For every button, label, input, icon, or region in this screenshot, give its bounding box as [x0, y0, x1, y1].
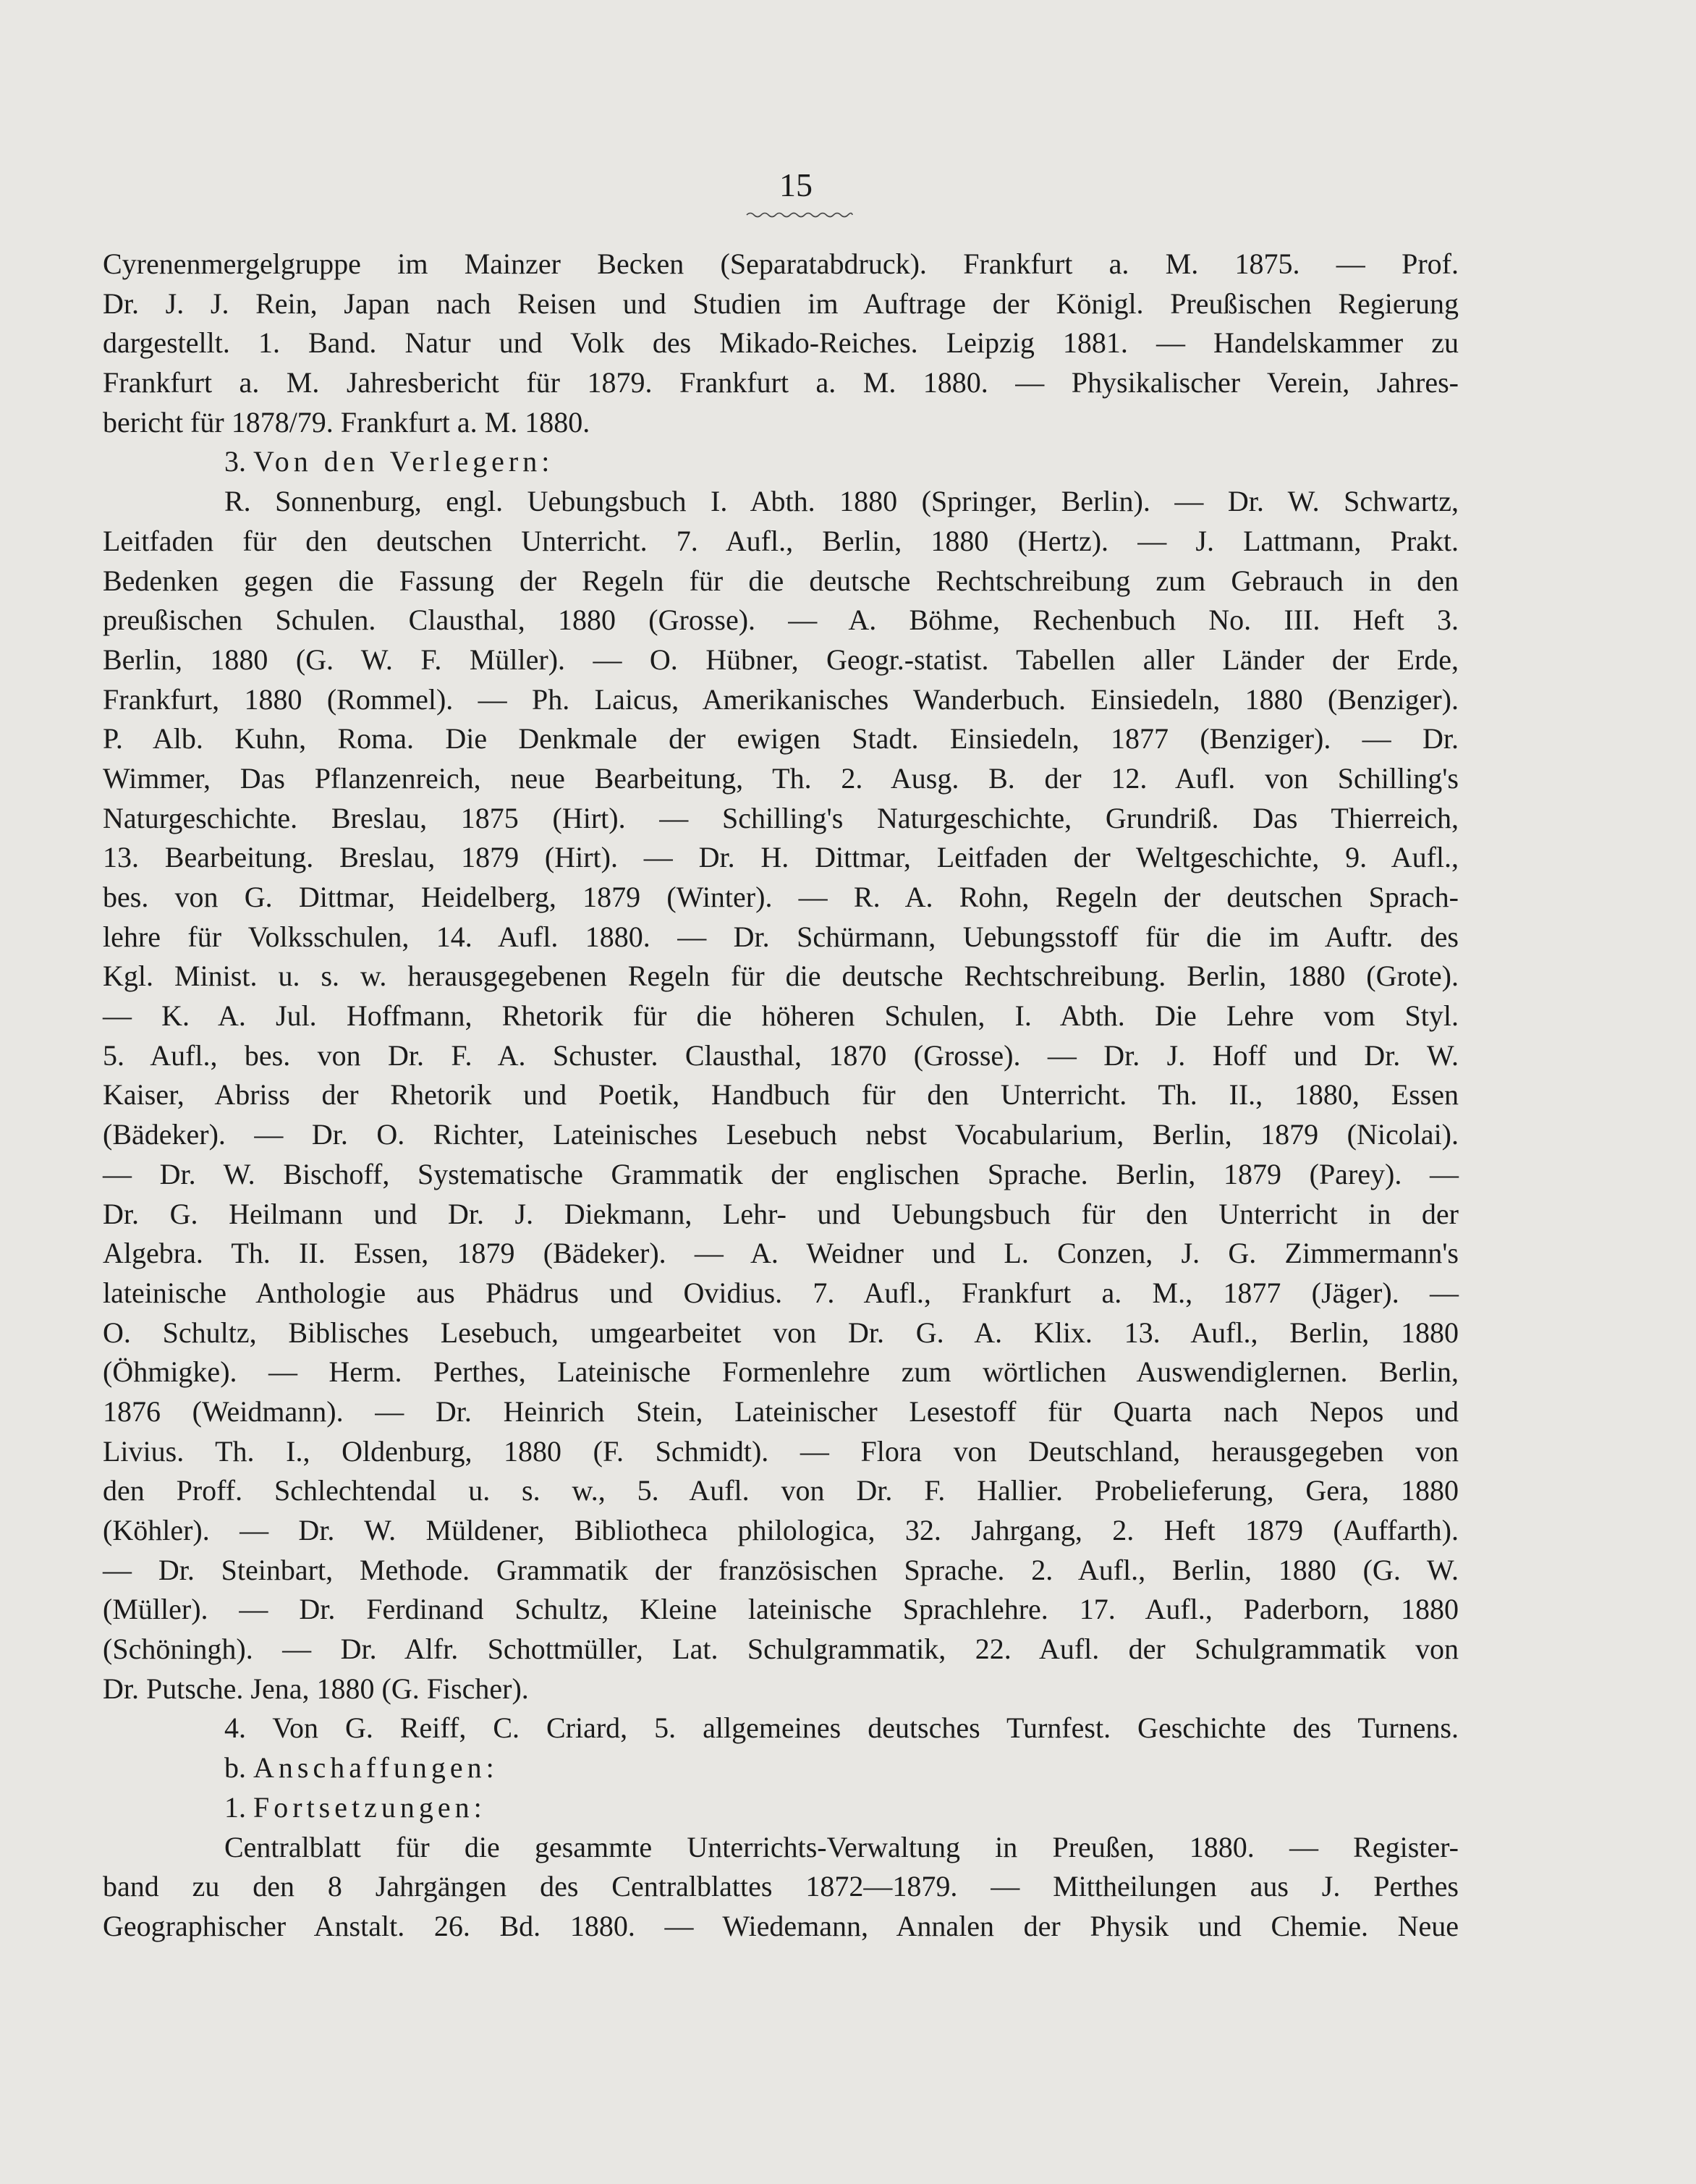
text-run: P. Alb. Kuhn, Roma. Die Denkmale der ewigen Stadt. Einsiedeln, 1877 (Benziger). — Dr.	[103, 722, 1459, 755]
text-line	[103, 1788, 1459, 1828]
text-run: 4. Von G. Reiff, C. Criard, 5. allgemeines deutsches Turnfest. Geschichte des Turnens.	[224, 1711, 1459, 1745]
text-run: lateinische Anthologie aus Phädrus und Ovidius. 7. Aufl., Frankfurt a. M., 1877 (Jäger). —	[103, 1276, 1459, 1309]
text-run: 3.	[224, 445, 253, 478]
text-line	[103, 1155, 1459, 1195]
text-line	[103, 323, 1459, 363]
spaced-heading: Von den Verlegern:	[253, 445, 554, 478]
text-line	[103, 719, 1459, 759]
text-run: Livius. Th. I., Oldenburg, 1880 (F. Schmidt). — Flora von Deutschland, herausgegeben von	[103, 1434, 1459, 1468]
text-line	[103, 799, 1459, 839]
text-run: 13. Bearbeitung. Breslau, 1879 (Hirt). — Dr. H. Dittmar, Leitfaden der Weltgeschichte, 9. Aufl.,	[103, 841, 1459, 874]
text-line	[103, 996, 1459, 1036]
text-run: Dr. J. J. Rein, Japan nach Reisen und Studien im Auftrage der Königl. Preußischen Regierung	[103, 287, 1459, 320]
text-line	[103, 1709, 1459, 1748]
text-line	[103, 601, 1459, 640]
text-run: Centralblatt für die gesammte Unterrichts-Verwaltung in Preußen, 1880. — Register-	[224, 1830, 1459, 1863]
text-line	[103, 1511, 1459, 1551]
text-run: R. Sonnenburg, engl. Uebungsbuch I. Abth. 1880 (Springer, Berlin). — Dr. W. Schwartz,	[224, 485, 1459, 518]
text-line	[103, 1432, 1459, 1472]
text-line	[103, 562, 1459, 601]
spaced-heading: Anschaffungen:	[253, 1751, 499, 1785]
text-line	[103, 878, 1459, 918]
text-line	[103, 640, 1459, 680]
text-run: den Proff. Schlechtendal u. s. w., 5. Aufl. von Dr. F. Hallier. Probelieferung, Gera, 1880	[103, 1474, 1459, 1507]
text-run: Leitfaden für den deutschen Unterricht. 7. Aufl., Berlin, 1880 (Hertz). — J. Lattmann, Prakt.	[103, 524, 1459, 557]
text-line	[103, 918, 1459, 957]
text-line	[103, 1590, 1459, 1630]
text-run: O. Schultz, Biblisches Lesebuch, umgearbeitet von Dr. G. A. Klix. 13. Aufl., Berlin, 1880	[103, 1316, 1459, 1349]
text-line	[103, 1075, 1459, 1115]
text-line	[103, 1234, 1459, 1274]
text-run: Kgl. Minist. u. s. w. herausgegebenen Regeln für die deutsche Rechtschreibung. Berlin, 1880 (Grote).	[103, 960, 1459, 993]
text-line	[103, 1828, 1459, 1868]
text-line	[103, 245, 1459, 284]
text-run: Wimmer, Das Pflanzenreich, neue Bearbeitung, Th. 2. Ausg. B. der 12. Aufl. von Schilling's	[103, 761, 1459, 795]
text-line	[103, 1115, 1459, 1155]
text-line	[103, 1036, 1459, 1076]
text-run: (Bädeker). — Dr. O. Richter, Lateinisches Lesebuch nebst Vocabularium, Berlin, 1879 (Nicolai).	[103, 1118, 1459, 1151]
text-line	[103, 522, 1459, 562]
text-line	[103, 1907, 1459, 1947]
text-line	[103, 838, 1459, 878]
text-line	[103, 957, 1459, 996]
text-run: lehre für Volksschulen, 14. Aufl. 1880. — Dr. Schürmann, Uebungsstoff für die im Auftr. des	[103, 920, 1459, 953]
text-run: (Schöningh). — Dr. Alfr. Schottmüller, Lat. Schulgrammatik, 22. Aufl. der Schulgrammatik von	[103, 1633, 1459, 1666]
text-run: Dr. G. Heilmann und Dr. J. Diekmann, Lehr- und Uebungsbuch für den Unterricht in der	[103, 1197, 1459, 1230]
text-line	[103, 1630, 1459, 1669]
text-run: Frankfurt, 1880 (Rommel). — Ph. Laicus, Amerikanisches Wanderbuch. Einsiedeln, 1880 (Benziger).	[103, 682, 1459, 716]
text-line	[103, 1274, 1459, 1313]
text-line	[103, 680, 1459, 720]
text-run: Bedenken gegen die Fassung der Regeln für die deutsche Rechtschreibung zum Gebrauch in den	[103, 564, 1459, 597]
text-run: Geographischer Anstalt. 26. Bd. 1880. — Wiedemann, Annalen der Physik und Chemie. Neue	[103, 1909, 1459, 1942]
text-run: Algebra. Th. II. Essen, 1879 (Bädeker). — A. Weidner und L. Conzen, J. G. Zimmermann's	[103, 1237, 1459, 1270]
text-line	[103, 1471, 1459, 1511]
text-line	[103, 1669, 1459, 1709]
text-line	[103, 1867, 1459, 1907]
spaced-heading: Fortsetzungen:	[253, 1790, 486, 1824]
text-line	[103, 1551, 1459, 1591]
text-line	[103, 1748, 1459, 1788]
text-line	[103, 482, 1459, 522]
text-line	[103, 759, 1459, 799]
text-run: (Köhler). — Dr. W. Müldener, Bibliotheca philologica, 32. Jahrgang, 2. Heft 1879 (Auffarth).	[103, 1514, 1459, 1546]
text-run: Berlin, 1880 (G. W. F. Müller). — O. Hübner, Geogr.-statist. Tabellen aller Länder der Erde,	[103, 643, 1459, 676]
text-line	[103, 403, 1459, 443]
text-line	[103, 1353, 1459, 1392]
text-run: — Dr. Steinbart, Methode. Grammatik der französischen Sprache. 2. Aufl., Berlin, 1880 (G. W.	[103, 1553, 1459, 1586]
text-run: dargestellt. 1. Band. Natur und Volk des Mikado-Reiches. Leipzig 1881. — Handelskammer zu	[103, 326, 1459, 360]
text-run: Naturgeschichte. Breslau, 1875 (Hirt). — Schilling's Naturgeschichte, Grundriß. Das Thierreich,	[103, 801, 1459, 834]
text-line	[103, 284, 1459, 324]
text-line	[103, 442, 1459, 482]
text-run: (Öhmigke). — Herm. Perthes, Lateinische Formenlehre zum wörtlichen Auswendiglernen. Berlin,	[103, 1355, 1459, 1389]
text-run: bes. von G. Dittmar, Heidelberg, 1879 (Winter). — R. A. Rohn, Regeln der deutschen Sprach-	[103, 881, 1459, 913]
text-run: 1876 (Weidmann). — Dr. Heinrich Stein, Lateinischer Lesestoff für Quarta nach Nepos und	[103, 1394, 1459, 1428]
text-line	[103, 1313, 1459, 1353]
text-run: — Dr. W. Bischoff, Systematische Grammatik der englischen Sprache. Berlin, 1879 (Parey). —	[103, 1157, 1459, 1190]
text-run: bericht für 1878/79. Frankfurt a. M. 1880.	[103, 405, 590, 439]
text-run: Frankfurt a. M. Jahresbericht für 1879. Frankfurt a. M. 1880. — Physikalischer Verein, Jahres-	[103, 366, 1459, 399]
wavy-rule-ornament	[745, 210, 854, 220]
text-run: Kaiser, Abriss der Rhetorik und Poetik, Handbuch für den Unterricht. Th. II., 1880, Essen	[103, 1078, 1459, 1112]
text-run: band zu den 8 Jahrgängen des Centralblattes 1872—1879. — Mittheilungen aus J. Perthes	[103, 1870, 1459, 1903]
text-line	[103, 363, 1459, 403]
text-run: — K. A. Jul. Hoffmann, Rhetorik für die höheren Schulen, I. Abth. Die Lehre vom Styl.	[103, 999, 1459, 1033]
body-text	[103, 245, 1459, 1947]
text-run: preußischen Schulen. Clausthal, 1880 (Grosse). — A. Böhme, Rechenbuch No. III. Heft 3.	[103, 604, 1459, 637]
text-run: 5. Aufl., bes. von Dr. F. A. Schuster. Clausthal, 1870 (Grosse). — Dr. J. Hoff und Dr. W.	[103, 1038, 1459, 1072]
text-run: (Müller). — Dr. Ferdinand Schultz, Kleine lateinische Sprachlehre. 17. Aufl., Paderborn, 1880	[103, 1593, 1459, 1626]
text-line	[103, 1392, 1459, 1432]
text-line	[103, 1195, 1459, 1235]
text-run: b.	[224, 1751, 253, 1785]
text-run: Dr. Putsche. Jena, 1880 (G. Fischer).	[103, 1672, 529, 1705]
page-number: 15	[779, 166, 813, 203]
text-run: 1.	[224, 1790, 253, 1824]
text-run: Cyrenenmergelgruppe im Mainzer Becken (Separatabdruck). Frankfurt a. M. 1875. — Prof.	[103, 247, 1459, 280]
